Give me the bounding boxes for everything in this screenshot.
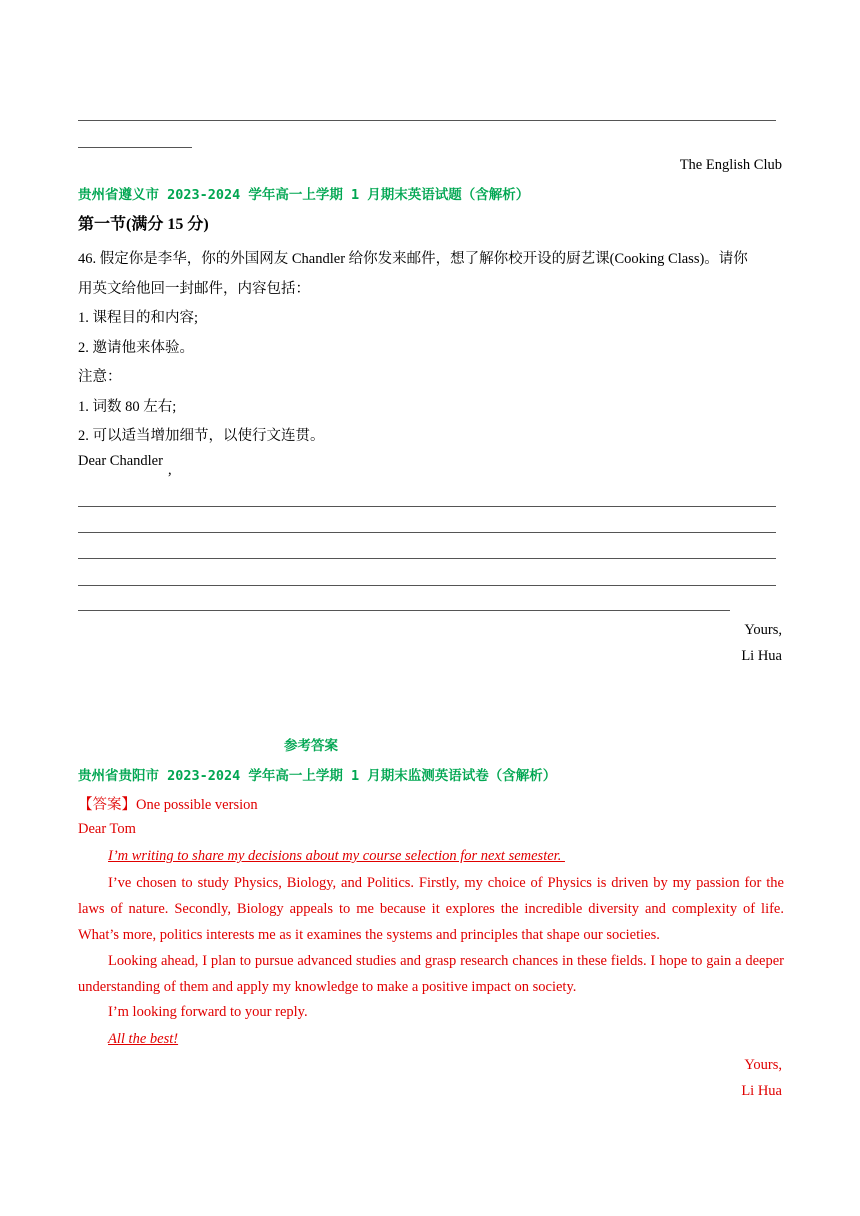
- writing-line: [78, 558, 776, 559]
- requirement-item: 1. 课程目的和内容;: [78, 310, 199, 326]
- salutation-comma: ,: [168, 462, 172, 478]
- letter-signature: Li Hua: [741, 648, 782, 664]
- answer-source-title: 贵州省贵阳市 2023-2024 学年高一上学期 1 月期末监测英语试卷（含解析）: [78, 768, 557, 784]
- answer-label: 【答案】: [78, 797, 136, 813]
- letter-closing: Yours,: [744, 622, 782, 638]
- letter-salutation: Dear Chandler: [78, 453, 163, 469]
- writing-line: [78, 610, 730, 611]
- answer-intro: One possible version: [136, 797, 258, 813]
- requirement-item: 2. 邀请他来体验。: [78, 340, 194, 356]
- prompt-line: 用英文给他回一封邮件，内容包括：: [78, 281, 310, 297]
- club-signature: The English Club: [679, 157, 782, 173]
- writing-line: [78, 532, 776, 533]
- answer-paragraph: I’m looking forward to your reply.: [108, 1004, 308, 1020]
- note-item: 1. 词数 80 左右;: [78, 399, 177, 415]
- answer-paragraph: Looking ahead, I plan to pursue advanced studies and grasp research chances in these fields. I hope to gain a deeper understanding of them and apply my knowledge to make a positive impact on society.: [78, 953, 784, 995]
- answer-salutation: Dear Tom: [78, 821, 136, 837]
- writing-line: [78, 506, 776, 507]
- prompt-line: 46. 假定你是李华，你的外国网友 Chandler 给你发来邮件，想了解你校开设的厨艺课(Cooking Class)。请你: [78, 251, 748, 267]
- source-title: 贵州省遵义市 2023-2024 学年高一上学期 1 月期末英语试题（含解析）: [78, 187, 530, 203]
- answer-paragraph: I’ve chosen to study Physics, Biology, and Politics. Firstly, my choice of Physics is driven by my passion for the laws of nature. Secondly, Biology appeals to me because it explores the incredible diversity and complexity of life. What’s more, politics interests me as it examines the systems and principles that shape our societies.: [78, 875, 784, 943]
- writing-line: [78, 585, 776, 586]
- writing-line: [78, 120, 776, 121]
- answer-signature: Li Hua: [741, 1083, 782, 1099]
- note-item: 2. 可以适当增加细节，以使行文连贯。: [78, 428, 325, 444]
- answer-header: [78, 793, 258, 814]
- answer-opening: I’m writing to share my decisions about my course selection for next semester.: [108, 848, 565, 864]
- answer-best: All the best!: [108, 1031, 179, 1047]
- section-heading: 第一节(满分 15 分): [78, 216, 209, 233]
- answer-title: 参考答案: [284, 738, 338, 754]
- note-label: 注意：: [78, 369, 122, 385]
- writing-line: [78, 147, 192, 148]
- answer-closing: Yours,: [744, 1057, 782, 1073]
